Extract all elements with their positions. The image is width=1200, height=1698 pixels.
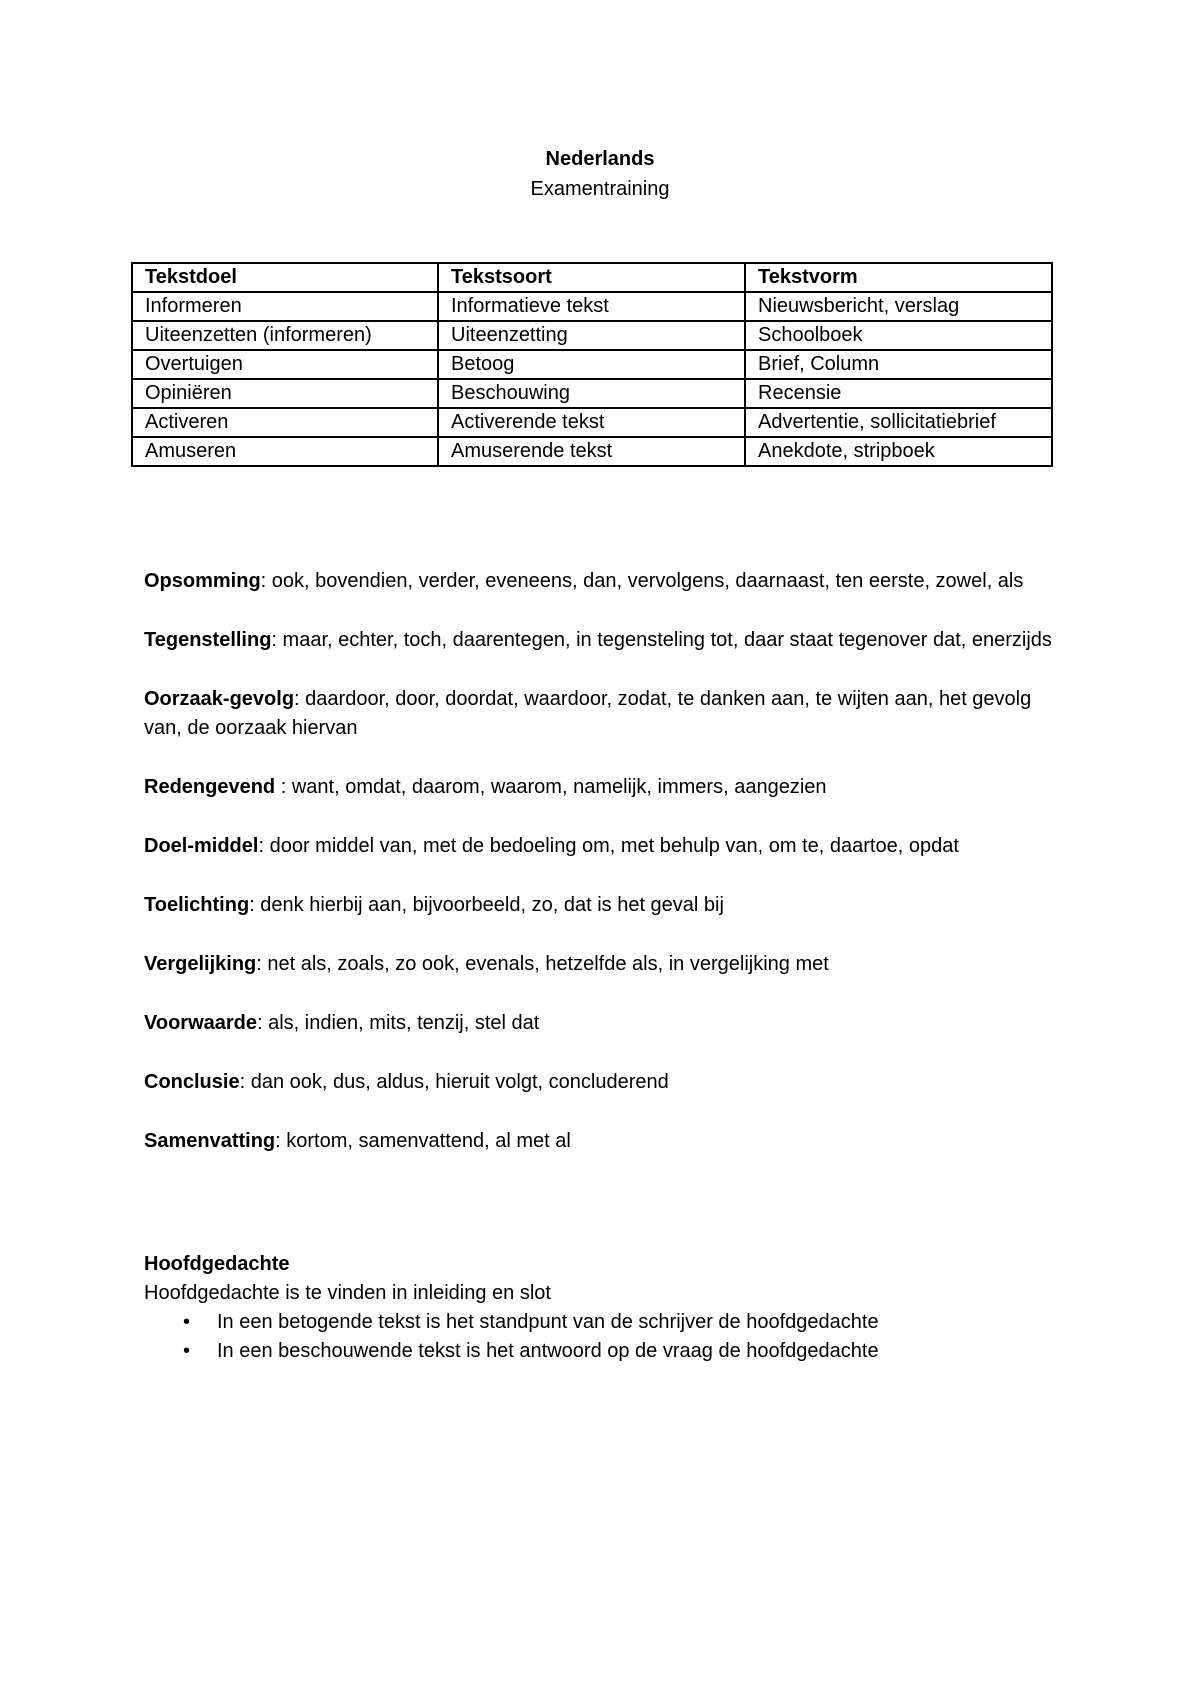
connector-redengevend [144,773,1064,802]
bullet-icon: • [183,1311,191,1333]
connector-words: maar, echter, toch, daarentegen, in tegensteling tot, daar staat tegenover dat, enerzijds [276,629,1052,651]
table-cell: Recensie [745,379,1052,408]
table-row [132,350,1052,379]
list-item [183,1308,1064,1337]
table-cell: Betoog [438,350,745,379]
connector-separator: : [256,953,262,975]
table-cell: Uiteenzetten (informeren) [132,321,438,350]
list-item-text: In een betogende tekst is het standpunt van de schrijver de hoofdgedachte [217,1311,879,1333]
header-tekstdoel: Tekstdoel [132,263,438,292]
table-row [132,292,1052,321]
connector-oorzaak-gevolg [144,685,1064,743]
list-item-text: In een beschouwende tekst is het antwoord op de vraag de hoofdgedachte [217,1340,879,1362]
connector-words: als, indien, mits, tenzij, stel dat [262,1012,540,1034]
connector-term: Redengevend [144,776,276,798]
connector-vergelijking [144,950,1064,979]
connector-words: ook, bovendien, verder, eveneens, dan, vervolgens, daarnaast, ten eerste, zowel, als [266,570,1024,592]
header-tekstsoort: Tekstsoort [438,263,745,292]
list-item [183,1337,1064,1366]
connector-words: net als, zoals, zo ook, evenals, hetzelfde als, in vergelijking met [261,953,829,975]
connector-separator: : [258,835,265,857]
connector-separator: : [239,1071,246,1093]
main-idea-intro: Hoofdgedachte is te vinden in inleiding en slot [144,1282,551,1304]
connector-separator: : [275,776,287,798]
table-row [132,437,1052,466]
table-cell: Activerende tekst [438,408,745,437]
table-cell: Informatieve tekst [438,292,745,321]
connector-separator: : [257,1012,263,1034]
main-idea-section [144,1250,1064,1366]
connector-term: Tegenstelling [144,629,272,651]
signal-words-list [144,567,1064,1186]
connector-conclusie [144,1068,1064,1097]
main-idea-bullets [144,1308,1064,1366]
table-cell: Schoolboek [745,321,1052,350]
connector-words: dan ook, dus, aldus, hieruit volgt, concluderend [245,1071,669,1093]
connector-opsomming [144,567,1064,596]
connector-term: Toelichting [144,894,250,916]
table-cell: Overtuigen [132,350,438,379]
document-subtitle: Examentraining [530,178,670,200]
connector-term: Opsomming [144,570,261,592]
table-cell: Uiteenzetting [438,321,745,350]
table-cell: Nieuwsbericht, verslag [745,292,1052,321]
connector-voorwaarde [144,1009,1064,1038]
connector-separator: : [294,688,300,710]
connector-toelichting [144,891,1064,920]
connector-term: Doel-middel [144,835,259,857]
connector-words: kortom, samenvattend, al met al [280,1130,571,1152]
connector-term: Vergelijking [144,953,257,975]
connector-term: Conclusie [144,1071,240,1093]
header-tekstvorm: Tekstvorm [745,263,1052,292]
table-cell: Amuseren [132,437,438,466]
table-cell: Anekdote, stripboek [745,437,1052,466]
connector-separator: : [249,894,255,916]
connector-words: want, omdat, daarom, waarom, namelijk, immers, aangezien [286,776,827,798]
table-row [132,379,1052,408]
connector-doel-middel [144,832,1064,861]
table-cell: Activeren [132,408,438,437]
connector-words: daardoor, door, doordat, waardoor, zodat, te danken aan, te wijten aan, het gevolg van, de oorzaak hiervan [144,688,1032,739]
bullet-icon: • [183,1340,191,1362]
main-idea-heading: Hoofdgedachte [144,1253,290,1275]
table-cell: Advertentie, sollicitatiebrief [745,408,1052,437]
table-header-row [132,263,1052,292]
document-title: Nederlands [545,148,655,170]
connector-separator: : [275,1130,281,1152]
connector-term: Oorzaak-gevolg [144,688,295,710]
table-cell: Brief, Column [745,350,1052,379]
connector-separator: : [271,629,277,651]
table-cell: Amuserende tekst [438,437,745,466]
table-row [132,321,1052,350]
text-types-table [131,262,1053,467]
connector-tegenstelling [144,626,1064,655]
table-cell: Opiniëren [132,379,438,408]
connector-words: door middel van, met de bedoeling om, met behulp van, om te, daartoe, opdat [264,835,959,857]
table-cell: Beschouwing [438,379,745,408]
connector-words: denk hierbij aan, bijvoorbeeld, zo, dat is het geval bij [254,894,724,916]
table-cell: Informeren [132,292,438,321]
connector-samenvatting [144,1127,1064,1156]
connector-term: Voorwaarde [144,1012,257,1034]
connector-term: Samenvatting [144,1130,276,1152]
connector-separator: : [260,570,267,592]
table-row [132,408,1052,437]
